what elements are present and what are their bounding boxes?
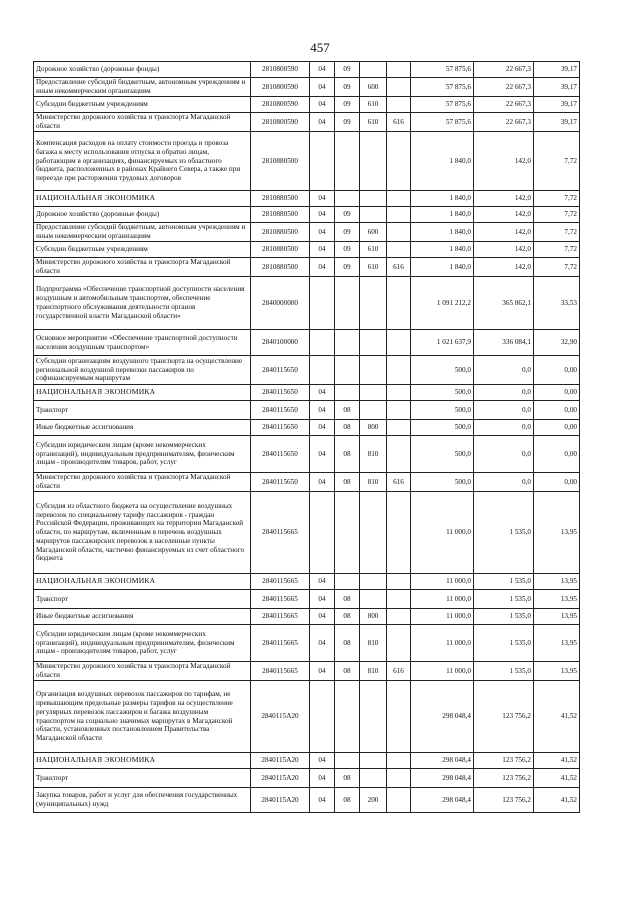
row-plan-cell: 11 000,0 <box>411 625 474 662</box>
table-row <box>34 356 580 385</box>
row-actual-cell: 22 667,3 <box>474 62 534 78</box>
row-plan-cell: 1 021 637,9 <box>411 330 474 356</box>
row-plan-cell: 1 091 212,2 <box>411 277 474 330</box>
row-name-cell: Министерство дорожного хозяйства и транспорта Магаданской области <box>34 662 251 681</box>
row-csr-cell: 2840115665 <box>251 590 310 609</box>
row-percent-cell: 39,17 <box>534 78 580 97</box>
row-administrator-cell <box>387 132 411 191</box>
row-name-cell: Закупка товаров, работ и услуг для обеспечения государственных (муниципальных) нужд <box>34 788 251 813</box>
row-section-cell: 04 <box>310 473 335 492</box>
row-actual-cell: 336 084,1 <box>474 330 534 356</box>
row-administrator-cell <box>387 681 411 753</box>
row-plan-cell: 298 048,4 <box>411 753 474 769</box>
row-administrator-cell <box>387 97 411 113</box>
row-administrator-cell <box>387 277 411 330</box>
row-plan-cell: 500,0 <box>411 401 474 420</box>
row-actual-cell: 1 535,0 <box>474 625 534 662</box>
row-plan-cell: 298 048,4 <box>411 681 474 753</box>
row-administrator-cell <box>387 191 411 207</box>
row-name-cell: Субсидии организациям воздушного транспорта на осуществление региональной воздушной перевозки пассажиров по софинансируемым маршрутам <box>34 356 251 385</box>
row-name-cell: Организация воздушных перевозок пассажиров по тарифам, не превышающим предельные размеры тарифов на осуществление регулярных перевозок пассажиров и багажа воздушным транспортом на социально значимых маршрутах в Магаданской области, установленных постановлением Правительства Магаданской области <box>34 681 251 753</box>
row-plan-cell: 1 840,0 <box>411 191 474 207</box>
table-row <box>34 769 580 788</box>
table-row <box>34 78 580 97</box>
row-administrator-cell <box>387 330 411 356</box>
row-section-cell: 04 <box>310 420 335 436</box>
row-subsection-cell: 08 <box>335 473 360 492</box>
row-section-cell: 04 <box>310 753 335 769</box>
row-section-cell <box>310 356 335 385</box>
row-percent-cell: 39,17 <box>534 113 580 132</box>
table-row <box>34 681 580 753</box>
table-row <box>34 132 580 191</box>
table-row <box>34 625 580 662</box>
row-expense-type-cell <box>360 492 387 574</box>
row-expense-type-cell <box>360 590 387 609</box>
row-csr-cell: 2840115650 <box>251 420 310 436</box>
row-expense-type-cell <box>360 277 387 330</box>
row-section-cell: 04 <box>310 78 335 97</box>
row-actual-cell: 123 756,2 <box>474 788 534 813</box>
row-subsection-cell: 09 <box>335 242 360 258</box>
budget-table <box>33 61 580 813</box>
row-csr-cell: 2840115A20 <box>251 788 310 813</box>
row-expense-type-cell <box>360 574 387 590</box>
row-administrator-cell <box>387 574 411 590</box>
row-plan-cell: 57 875,6 <box>411 113 474 132</box>
row-subsection-cell <box>335 385 360 401</box>
row-section-cell: 04 <box>310 401 335 420</box>
row-administrator-cell <box>387 78 411 97</box>
row-name-cell: Предоставление субсидий бюджетным, автономным учреждениям и иным некоммерческим организациям <box>34 223 251 242</box>
row-subsection-cell <box>335 753 360 769</box>
row-percent-cell: 7,72 <box>534 132 580 191</box>
row-subsection-cell <box>335 492 360 574</box>
row-administrator-cell <box>387 753 411 769</box>
row-expense-type-cell <box>360 769 387 788</box>
table-row <box>34 574 580 590</box>
row-actual-cell: 0,0 <box>474 356 534 385</box>
row-expense-type-cell <box>360 401 387 420</box>
row-subsection-cell: 08 <box>335 788 360 813</box>
row-expense-type-cell <box>360 62 387 78</box>
table-row <box>34 207 580 223</box>
row-percent-cell: 7,72 <box>534 191 580 207</box>
row-name-cell: Дорожное хозяйство (дорожные фонды) <box>34 207 251 223</box>
row-administrator-cell <box>387 385 411 401</box>
row-section-cell: 04 <box>310 436 335 473</box>
row-percent-cell: 13,95 <box>534 625 580 662</box>
row-expense-type-cell: 810 <box>360 473 387 492</box>
row-subsection-cell: 09 <box>335 113 360 132</box>
row-csr-cell: 2840100000 <box>251 330 310 356</box>
row-name-cell: НАЦИОНАЛЬНАЯ ЭКОНОМИКА <box>34 385 251 401</box>
row-percent-cell: 13,95 <box>534 574 580 590</box>
row-administrator-cell <box>387 788 411 813</box>
row-csr-cell: 2810800590 <box>251 78 310 97</box>
row-percent-cell: 7,72 <box>534 242 580 258</box>
row-percent-cell: 13,95 <box>534 492 580 574</box>
row-expense-type-cell: 610 <box>360 113 387 132</box>
row-plan-cell: 57 875,6 <box>411 62 474 78</box>
table-row <box>34 330 580 356</box>
row-subsection-cell: 09 <box>335 223 360 242</box>
row-expense-type-cell <box>360 385 387 401</box>
row-actual-cell: 123 756,2 <box>474 681 534 753</box>
row-section-cell <box>310 132 335 191</box>
row-plan-cell: 57 875,6 <box>411 97 474 113</box>
row-actual-cell: 1 535,0 <box>474 590 534 609</box>
row-plan-cell: 11 000,0 <box>411 590 474 609</box>
table-row <box>34 191 580 207</box>
row-percent-cell: 0,00 <box>534 436 580 473</box>
row-percent-cell: 39,17 <box>534 97 580 113</box>
row-section-cell <box>310 681 335 753</box>
row-percent-cell: 0,00 <box>534 420 580 436</box>
row-percent-cell: 41,52 <box>534 788 580 813</box>
row-actual-cell: 22 667,3 <box>474 78 534 97</box>
row-section-cell <box>310 277 335 330</box>
row-subsection-cell: 08 <box>335 662 360 681</box>
row-actual-cell: 1 535,0 <box>474 574 534 590</box>
row-subsection-cell <box>335 574 360 590</box>
row-percent-cell: 41,52 <box>534 769 580 788</box>
row-section-cell: 04 <box>310 788 335 813</box>
row-subsection-cell: 09 <box>335 62 360 78</box>
row-csr-cell: 2810880500 <box>251 223 310 242</box>
row-actual-cell: 123 756,2 <box>474 753 534 769</box>
row-plan-cell: 11 000,0 <box>411 574 474 590</box>
row-name-cell: Основное мероприятие «Обеспечение транспортной доступности населения воздушным транспортом» <box>34 330 251 356</box>
row-name-cell: Транспорт <box>34 590 251 609</box>
row-name-cell: Субсидии юридическим лицам (кроме некоммерческих организаций), индивидуальным предпринимателям, физическим лицам - производителям товаров, работ, услуг <box>34 625 251 662</box>
row-csr-cell: 2810880500 <box>251 132 310 191</box>
row-plan-cell: 298 048,4 <box>411 788 474 813</box>
row-expense-type-cell: 610 <box>360 97 387 113</box>
row-section-cell: 04 <box>310 191 335 207</box>
row-section-cell: 04 <box>310 113 335 132</box>
row-name-cell: Субсидии бюджетным учреждениям <box>34 242 251 258</box>
row-actual-cell: 1 535,0 <box>474 492 534 574</box>
row-name-cell: Субсидия из областного бюджета на осуществление воздушных перевозок по специальному тарифу пассажиров - граждан Российской Федерации, проживающих на территории Магаданской области, по маршрутам, включенным в перечень воздушных маршрутов пассажирских перевозок в населенные пункты Магаданской области, частично финансируемых из счет областного бюджета <box>34 492 251 574</box>
row-section-cell: 04 <box>310 97 335 113</box>
row-csr-cell: 2810880500 <box>251 191 310 207</box>
row-expense-type-cell <box>360 356 387 385</box>
table-body <box>34 62 580 813</box>
row-actual-cell: 142,0 <box>474 223 534 242</box>
row-subsection-cell: 08 <box>335 609 360 625</box>
table-row <box>34 420 580 436</box>
row-section-cell: 04 <box>310 385 335 401</box>
row-administrator-cell: 616 <box>387 662 411 681</box>
table-row <box>34 258 580 277</box>
row-percent-cell: 7,72 <box>534 207 580 223</box>
row-percent-cell: 0,00 <box>534 356 580 385</box>
row-percent-cell: 7,72 <box>534 223 580 242</box>
row-plan-cell: 1 840,0 <box>411 207 474 223</box>
row-subsection-cell: 09 <box>335 207 360 223</box>
table-row <box>34 590 580 609</box>
row-csr-cell: 2840115650 <box>251 401 310 420</box>
row-plan-cell: 11 000,0 <box>411 492 474 574</box>
row-name-cell: Подпрограмма «Обеспечение транспортной доступности населения воздушным и автомобильным транспортом, обеспечение транспортного обслуживания деятельности органов государственной власти Магаданской области» <box>34 277 251 330</box>
row-section-cell: 04 <box>310 590 335 609</box>
row-name-cell: НАЦИОНАЛЬНАЯ ЭКОНОМИКА <box>34 191 251 207</box>
row-expense-type-cell: 800 <box>360 420 387 436</box>
row-csr-cell: 2840115665 <box>251 609 310 625</box>
row-percent-cell: 41,52 <box>534 681 580 753</box>
row-actual-cell: 142,0 <box>474 207 534 223</box>
row-subsection-cell: 09 <box>335 97 360 113</box>
row-section-cell: 04 <box>310 662 335 681</box>
row-administrator-cell <box>387 609 411 625</box>
row-administrator-cell: 616 <box>387 113 411 132</box>
row-percent-cell: 33,53 <box>534 277 580 330</box>
row-subsection-cell: 08 <box>335 590 360 609</box>
row-csr-cell: 2840115665 <box>251 492 310 574</box>
row-actual-cell: 1 535,0 <box>474 609 534 625</box>
row-csr-cell: 2810880500 <box>251 258 310 277</box>
row-section-cell: 04 <box>310 574 335 590</box>
row-actual-cell: 22 667,3 <box>474 113 534 132</box>
row-plan-cell: 1 840,0 <box>411 132 474 191</box>
row-administrator-cell <box>387 223 411 242</box>
row-name-cell: Компенсация расходов на оплату стоимости проезда и провоза багажа к месту использования отпуска и обратно лицам, работающим в организациях, финансируемых из областного бюджета, расположенных в районах Крайнего Севера, а также при переезде при расторжении трудовых договоров <box>34 132 251 191</box>
row-subsection-cell: 08 <box>335 401 360 420</box>
row-section-cell <box>310 330 335 356</box>
table-row <box>34 473 580 492</box>
row-name-cell: Субсидии бюджетным учреждениям <box>34 97 251 113</box>
row-actual-cell: 0,0 <box>474 401 534 420</box>
table-row <box>34 788 580 813</box>
row-subsection-cell <box>335 681 360 753</box>
row-name-cell: Иные бюджетные ассигнования <box>34 609 251 625</box>
row-name-cell: Министерство дорожного хозяйства и транспорта Магаданской области <box>34 258 251 277</box>
row-expense-type-cell: 810 <box>360 625 387 662</box>
row-csr-cell: 2840115A20 <box>251 681 310 753</box>
row-administrator-cell <box>387 207 411 223</box>
row-csr-cell: 2840115665 <box>251 625 310 662</box>
row-actual-cell: 22 667,3 <box>474 97 534 113</box>
row-administrator-cell <box>387 492 411 574</box>
row-administrator-cell <box>387 769 411 788</box>
page-number: 457 <box>310 40 330 55</box>
table-row <box>34 223 580 242</box>
row-csr-cell: 2810800590 <box>251 62 310 78</box>
row-expense-type-cell <box>360 753 387 769</box>
table-row <box>34 113 580 132</box>
row-expense-type-cell: 800 <box>360 609 387 625</box>
row-percent-cell: 13,95 <box>534 662 580 681</box>
row-administrator-cell <box>387 625 411 662</box>
row-administrator-cell <box>387 242 411 258</box>
row-administrator-cell <box>387 420 411 436</box>
row-subsection-cell: 08 <box>335 769 360 788</box>
row-subsection-cell: 08 <box>335 625 360 662</box>
row-section-cell <box>310 492 335 574</box>
row-plan-cell: 500,0 <box>411 385 474 401</box>
row-percent-cell: 0,00 <box>534 401 580 420</box>
row-name-cell: НАЦИОНАЛЬНАЯ ЭКОНОМИКА <box>34 574 251 590</box>
row-name-cell: Иные бюджетные ассигнования <box>34 420 251 436</box>
row-expense-type-cell: 810 <box>360 662 387 681</box>
row-percent-cell: 0,00 <box>534 473 580 492</box>
row-subsection-cell: 09 <box>335 78 360 97</box>
row-actual-cell: 142,0 <box>474 132 534 191</box>
row-subsection-cell <box>335 277 360 330</box>
row-percent-cell: 39,17 <box>534 62 580 78</box>
row-name-cell: Транспорт <box>34 769 251 788</box>
row-expense-type-cell: 610 <box>360 242 387 258</box>
row-expense-type-cell: 600 <box>360 223 387 242</box>
row-subsection-cell: 09 <box>335 258 360 277</box>
row-plan-cell: 57 875,6 <box>411 78 474 97</box>
row-actual-cell: 142,0 <box>474 242 534 258</box>
row-plan-cell: 1 840,0 <box>411 223 474 242</box>
row-subsection-cell <box>335 330 360 356</box>
row-actual-cell: 1 535,0 <box>474 662 534 681</box>
row-section-cell: 04 <box>310 62 335 78</box>
row-plan-cell: 11 000,0 <box>411 609 474 625</box>
row-plan-cell: 1 840,0 <box>411 242 474 258</box>
table-row <box>34 277 580 330</box>
row-percent-cell: 7,72 <box>534 258 580 277</box>
row-administrator-cell <box>387 356 411 385</box>
row-csr-cell: 2810880500 <box>251 242 310 258</box>
row-administrator-cell: 616 <box>387 258 411 277</box>
row-csr-cell: 2810800590 <box>251 97 310 113</box>
row-administrator-cell <box>387 401 411 420</box>
row-expense-type-cell: 600 <box>360 78 387 97</box>
row-plan-cell: 1 840,0 <box>411 258 474 277</box>
row-plan-cell: 500,0 <box>411 473 474 492</box>
row-csr-cell: 2810880500 <box>251 207 310 223</box>
row-section-cell: 04 <box>310 625 335 662</box>
row-name-cell: Транспорт <box>34 401 251 420</box>
table-row <box>34 401 580 420</box>
row-actual-cell: 0,0 <box>474 473 534 492</box>
row-subsection-cell: 08 <box>335 436 360 473</box>
row-administrator-cell <box>387 436 411 473</box>
row-plan-cell: 298 048,4 <box>411 769 474 788</box>
row-name-cell: Министерство дорожного хозяйства и транспорта Магаданской области <box>34 113 251 132</box>
table-row <box>34 385 580 401</box>
row-percent-cell: 13,95 <box>534 590 580 609</box>
row-csr-cell: 2810800590 <box>251 113 310 132</box>
table-row <box>34 609 580 625</box>
row-csr-cell: 2840115650 <box>251 356 310 385</box>
row-expense-type-cell <box>360 330 387 356</box>
row-name-cell: НАЦИОНАЛЬНАЯ ЭКОНОМИКА <box>34 753 251 769</box>
row-section-cell: 04 <box>310 609 335 625</box>
row-actual-cell: 0,0 <box>474 420 534 436</box>
row-section-cell: 04 <box>310 258 335 277</box>
table-row <box>34 436 580 473</box>
row-csr-cell: 2840115650 <box>251 385 310 401</box>
row-section-cell: 04 <box>310 223 335 242</box>
row-expense-type-cell <box>360 132 387 191</box>
row-plan-cell: 11 000,0 <box>411 662 474 681</box>
row-plan-cell: 500,0 <box>411 356 474 385</box>
row-subsection-cell: 08 <box>335 420 360 436</box>
row-expense-type-cell: 610 <box>360 258 387 277</box>
row-expense-type-cell <box>360 681 387 753</box>
row-csr-cell: 2840115665 <box>251 574 310 590</box>
row-actual-cell: 365 862,1 <box>474 277 534 330</box>
row-subsection-cell <box>335 191 360 207</box>
row-name-cell: Субсидии юридическим лицам (кроме некоммерческих организаций), индивидуальным предпринимателям, физическим лицам - производителям товаров, работ, услуг <box>34 436 251 473</box>
table-row <box>34 662 580 681</box>
row-actual-cell: 142,0 <box>474 191 534 207</box>
row-section-cell: 04 <box>310 207 335 223</box>
row-administrator-cell <box>387 590 411 609</box>
row-csr-cell: 2840115A20 <box>251 753 310 769</box>
row-plan-cell: 500,0 <box>411 420 474 436</box>
row-expense-type-cell <box>360 191 387 207</box>
row-csr-cell: 2840115A20 <box>251 769 310 788</box>
row-name-cell: Дорожное хозяйство (дорожные фонды) <box>34 62 251 78</box>
row-csr-cell: 2840115650 <box>251 436 310 473</box>
table-row <box>34 62 580 78</box>
row-actual-cell: 0,0 <box>474 436 534 473</box>
row-percent-cell: 32,90 <box>534 330 580 356</box>
row-expense-type-cell: 200 <box>360 788 387 813</box>
table-row <box>34 492 580 574</box>
row-name-cell: Министерство дорожного хозяйства и транспорта Магаданской области <box>34 473 251 492</box>
row-expense-type-cell <box>360 207 387 223</box>
table-row <box>34 753 580 769</box>
row-actual-cell: 0,0 <box>474 385 534 401</box>
row-subsection-cell <box>335 356 360 385</box>
row-percent-cell: 13,95 <box>534 609 580 625</box>
row-name-cell: Предоставление субсидий бюджетным, автономным учреждениям и иным некоммерческим организациям <box>34 78 251 97</box>
row-csr-cell: 2840115650 <box>251 473 310 492</box>
row-section-cell: 04 <box>310 769 335 788</box>
table-row <box>34 242 580 258</box>
row-actual-cell: 142,0 <box>474 258 534 277</box>
row-percent-cell: 0,00 <box>534 385 580 401</box>
row-percent-cell: 41,52 <box>534 753 580 769</box>
row-section-cell: 04 <box>310 242 335 258</box>
table-row <box>34 97 580 113</box>
row-administrator-cell: 616 <box>387 473 411 492</box>
row-actual-cell: 123 756,2 <box>474 769 534 788</box>
row-expense-type-cell: 810 <box>360 436 387 473</box>
row-csr-cell: 2840115665 <box>251 662 310 681</box>
row-subsection-cell <box>335 132 360 191</box>
row-plan-cell: 500,0 <box>411 436 474 473</box>
row-administrator-cell <box>387 62 411 78</box>
row-csr-cell: 2840000000 <box>251 277 310 330</box>
